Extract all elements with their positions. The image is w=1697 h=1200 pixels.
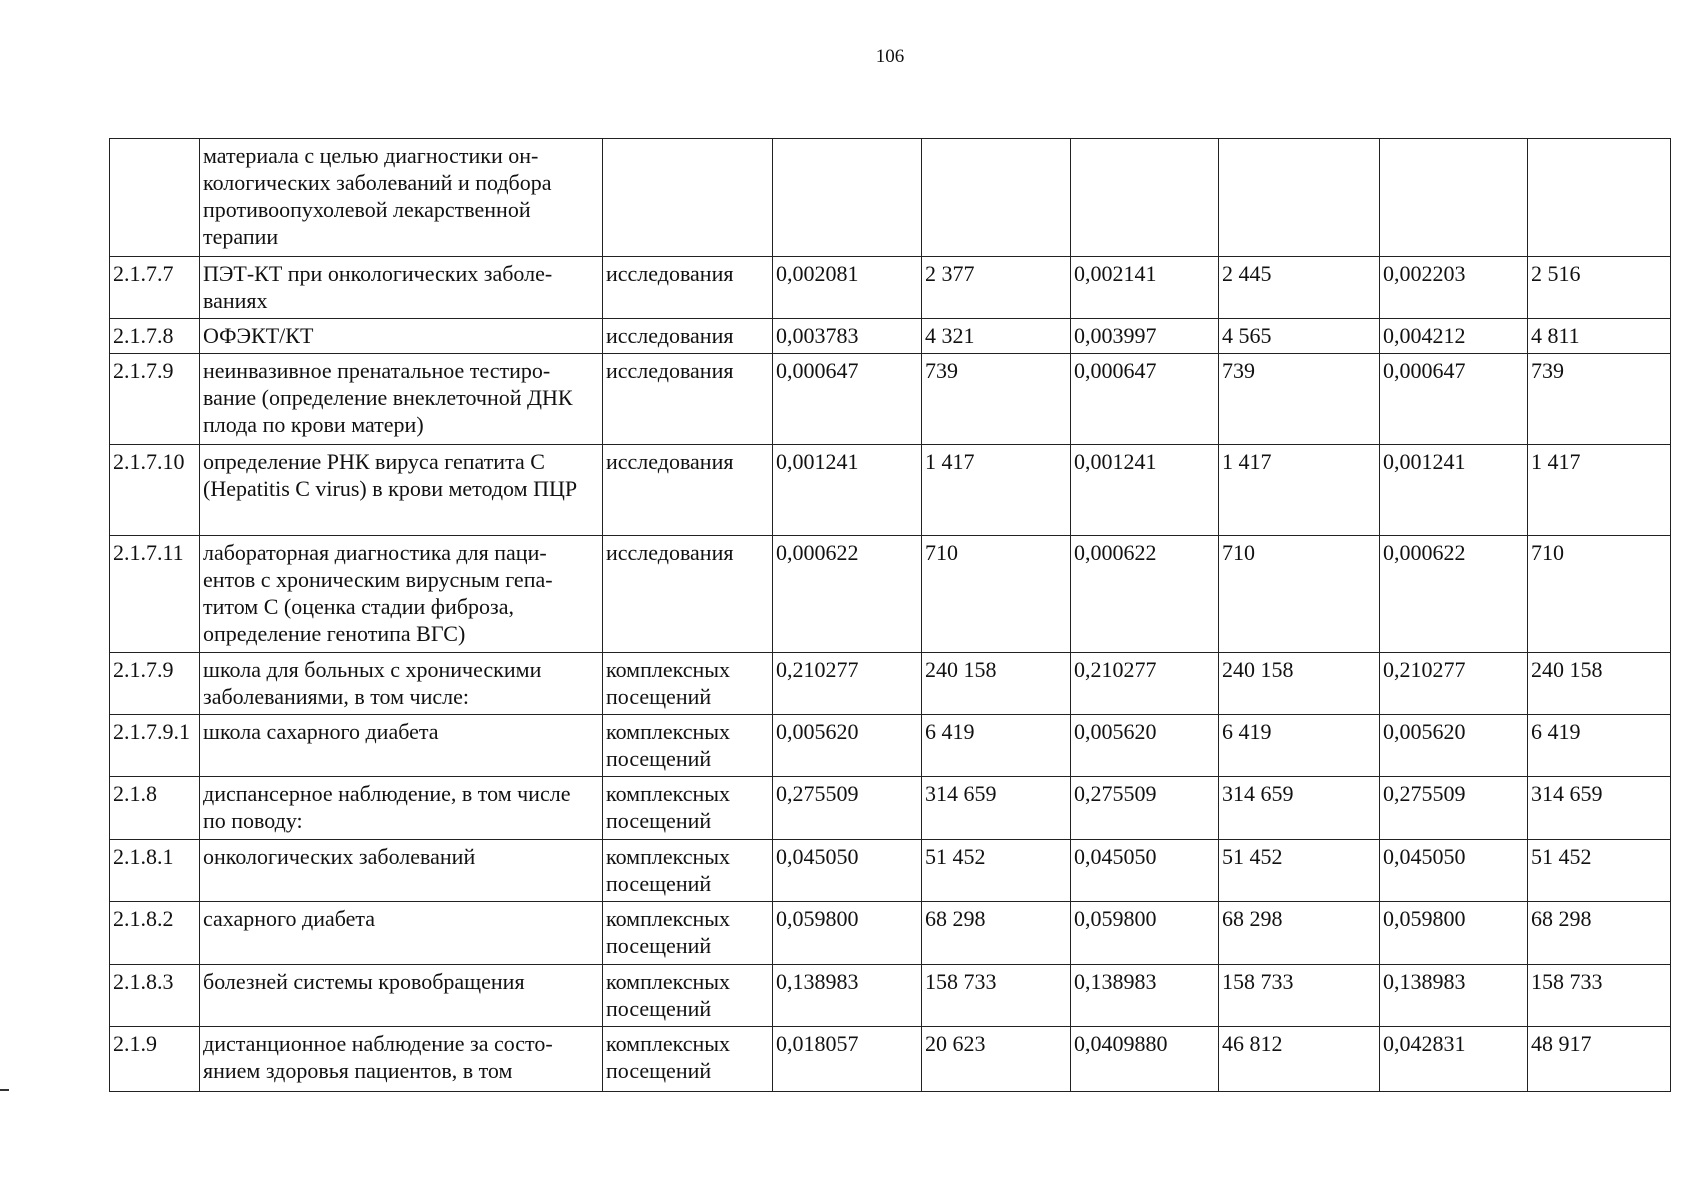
row-unit: комплексных посещений — [603, 840, 773, 902]
row-rate-1: 0,003783 — [773, 319, 922, 354]
page-number: 106 — [875, 46, 905, 67]
row-volume-1: 158 733 — [922, 965, 1071, 1027]
row-code: 2.1.7.9 — [110, 354, 200, 445]
row-rate-2: 0,000622 — [1071, 536, 1219, 653]
table-row — [110, 319, 1671, 354]
row-rate-2: 0,210277 — [1071, 653, 1219, 715]
row-volume-3: 1 417 — [1528, 445, 1671, 536]
row-rate-1: 0,059800 — [773, 902, 922, 965]
row-volume-2: 240 158 — [1219, 653, 1380, 715]
table-body — [110, 139, 1671, 1092]
row-volume-3: 240 158 — [1528, 653, 1671, 715]
row-rate-2: 0,0409880 — [1071, 1027, 1219, 1092]
row-code — [110, 139, 200, 257]
row-volume-2: 2 445 — [1219, 257, 1380, 319]
row-code: 2.1.7.9 — [110, 653, 200, 715]
table-row — [110, 902, 1671, 965]
row-name: школа для больных с хроническими заболеваниями, в том числе: — [200, 653, 603, 715]
row-volume-3: 314 659 — [1528, 777, 1671, 840]
row-volume-2: 314 659 — [1219, 777, 1380, 840]
row-volume-3: 68 298 — [1528, 902, 1671, 965]
row-volume-2: 1 417 — [1219, 445, 1380, 536]
row-rate-3: 0,000622 — [1380, 536, 1528, 653]
row-rate-2: 0,001241 — [1071, 445, 1219, 536]
row-volume-1: 710 — [922, 536, 1071, 653]
table-row — [110, 777, 1671, 840]
row-rate-3: 0,059800 — [1380, 902, 1528, 965]
row-rate-1 — [773, 139, 922, 257]
row-volume-2: 158 733 — [1219, 965, 1380, 1027]
row-volume-2: 51 452 — [1219, 840, 1380, 902]
row-rate-2: 0,002141 — [1071, 257, 1219, 319]
row-code: 2.1.7.8 — [110, 319, 200, 354]
row-name: сахарного диабета — [200, 902, 603, 965]
row-unit: комплексных посещений — [603, 1027, 773, 1092]
row-volume-2: 6 419 — [1219, 715, 1380, 777]
row-volume-1: 739 — [922, 354, 1071, 445]
row-name: материала с целью диагностики он-кологических заболеваний и подбора противоопухолевой лекарственной терапии — [200, 139, 603, 257]
row-rate-1: 0,005620 — [773, 715, 922, 777]
row-rate-2: 0,003997 — [1071, 319, 1219, 354]
row-volume-1: 6 419 — [922, 715, 1071, 777]
row-rate-1: 0,018057 — [773, 1027, 922, 1092]
row-volume-2: 710 — [1219, 536, 1380, 653]
row-name: школа сахарного диабета — [200, 715, 603, 777]
row-volume-1: 2 377 — [922, 257, 1071, 319]
row-unit — [603, 139, 773, 257]
row-rate-3 — [1380, 139, 1528, 257]
row-volume-1: 68 298 — [922, 902, 1071, 965]
row-rate-3: 0,045050 — [1380, 840, 1528, 902]
row-rate-3: 0,004212 — [1380, 319, 1528, 354]
row-rate-1: 0,000647 — [773, 354, 922, 445]
row-volume-2: 68 298 — [1219, 902, 1380, 965]
table-row — [110, 840, 1671, 902]
row-rate-3: 0,042831 — [1380, 1027, 1528, 1092]
row-unit: комплексных посещений — [603, 965, 773, 1027]
row-rate-3: 0,000647 — [1380, 354, 1528, 445]
row-rate-2: 0,005620 — [1071, 715, 1219, 777]
row-name: дистанционное наблюдение за состо-янием здоровья пациентов, в том — [200, 1027, 603, 1092]
row-volume-1: 51 452 — [922, 840, 1071, 902]
row-unit: комплексных посещений — [603, 715, 773, 777]
row-volume-3: 2 516 — [1528, 257, 1671, 319]
row-rate-2: 0,045050 — [1071, 840, 1219, 902]
row-rate-3: 0,275509 — [1380, 777, 1528, 840]
table-row — [110, 715, 1671, 777]
row-code: 2.1.7.9.1 — [110, 715, 200, 777]
row-volume-1: 4 321 — [922, 319, 1071, 354]
row-rate-3: 0,210277 — [1380, 653, 1528, 715]
row-code: 2.1.8.1 — [110, 840, 200, 902]
row-volume-3: 51 452 — [1528, 840, 1671, 902]
row-rate-1: 0,002081 — [773, 257, 922, 319]
row-rate-1: 0,275509 — [773, 777, 922, 840]
table-row — [110, 354, 1671, 445]
row-volume-2: 46 812 — [1219, 1027, 1380, 1092]
table-row — [110, 257, 1671, 319]
table-row — [110, 139, 1671, 257]
row-volume-3 — [1528, 139, 1671, 257]
table-row — [110, 965, 1671, 1027]
row-rate-2 — [1071, 139, 1219, 257]
row-unit: комплексных посещений — [603, 777, 773, 840]
row-code: 2.1.8.2 — [110, 902, 200, 965]
table-row — [110, 653, 1671, 715]
row-rate-3: 0,001241 — [1380, 445, 1528, 536]
row-rate-1: 0,210277 — [773, 653, 922, 715]
row-volume-1: 240 158 — [922, 653, 1071, 715]
row-code: 2.1.8.3 — [110, 965, 200, 1027]
row-rate-1: 0,001241 — [773, 445, 922, 536]
row-volume-2 — [1219, 139, 1380, 257]
row-volume-2: 4 565 — [1219, 319, 1380, 354]
row-code: 2.1.7.7 — [110, 257, 200, 319]
row-volume-1: 1 417 — [922, 445, 1071, 536]
row-volume-1 — [922, 139, 1071, 257]
row-rate-1: 0,000622 — [773, 536, 922, 653]
row-rate-3: 0,002203 — [1380, 257, 1528, 319]
row-unit: исследования — [603, 445, 773, 536]
row-rate-2: 0,000647 — [1071, 354, 1219, 445]
row-unit: исследования — [603, 257, 773, 319]
row-unit: исследования — [603, 536, 773, 653]
row-volume-2: 739 — [1219, 354, 1380, 445]
row-volume-1: 314 659 — [922, 777, 1071, 840]
row-volume-3: 710 — [1528, 536, 1671, 653]
row-unit: комплексных посещений — [603, 653, 773, 715]
row-code: 2.1.8 — [110, 777, 200, 840]
row-unit: комплексных посещений — [603, 902, 773, 965]
row-name: ОФЭКТ/КТ — [200, 319, 603, 354]
row-name: болезней системы кровобращения — [200, 965, 603, 1027]
margin-mark — [0, 1089, 9, 1091]
row-rate-3: 0,138983 — [1380, 965, 1528, 1027]
row-volume-1: 20 623 — [922, 1027, 1071, 1092]
table-row — [110, 445, 1671, 536]
row-unit: исследования — [603, 354, 773, 445]
row-rate-2: 0,275509 — [1071, 777, 1219, 840]
tariff-table — [109, 138, 1671, 1092]
table-row — [110, 536, 1671, 653]
row-volume-3: 4 811 — [1528, 319, 1671, 354]
row-name: диспансерное наблюдение, в том числе по поводу: — [200, 777, 603, 840]
row-code: 2.1.7.10 — [110, 445, 200, 536]
row-unit: исследования — [603, 319, 773, 354]
row-volume-3: 6 419 — [1528, 715, 1671, 777]
row-code: 2.1.7.11 — [110, 536, 200, 653]
table-row — [110, 1027, 1671, 1092]
row-volume-3: 48 917 — [1528, 1027, 1671, 1092]
row-name: лабораторная диагностика для паци-ентов с хроническим вирусным гепа-титом C (оценка стадии фиброза, определение генотипа ВГС) — [200, 536, 603, 653]
row-code: 2.1.9 — [110, 1027, 200, 1092]
row-rate-1: 0,138983 — [773, 965, 922, 1027]
row-name: ПЭТ-КТ при онкологических заболе-ваниях — [200, 257, 603, 319]
row-name: неинвазивное пренатальное тестиро-вание (определение внеклеточной ДНК плода по крови матери) — [200, 354, 603, 445]
row-rate-1: 0,045050 — [773, 840, 922, 902]
row-rate-2: 0,138983 — [1071, 965, 1219, 1027]
row-volume-3: 739 — [1528, 354, 1671, 445]
row-name: определение РНК вируса гепатита C (Hepatitis C virus) в крови методом ПЦР — [200, 445, 603, 536]
row-name: онкологических заболеваний — [200, 840, 603, 902]
row-rate-2: 0,059800 — [1071, 902, 1219, 965]
row-volume-3: 158 733 — [1528, 965, 1671, 1027]
row-rate-3: 0,005620 — [1380, 715, 1528, 777]
